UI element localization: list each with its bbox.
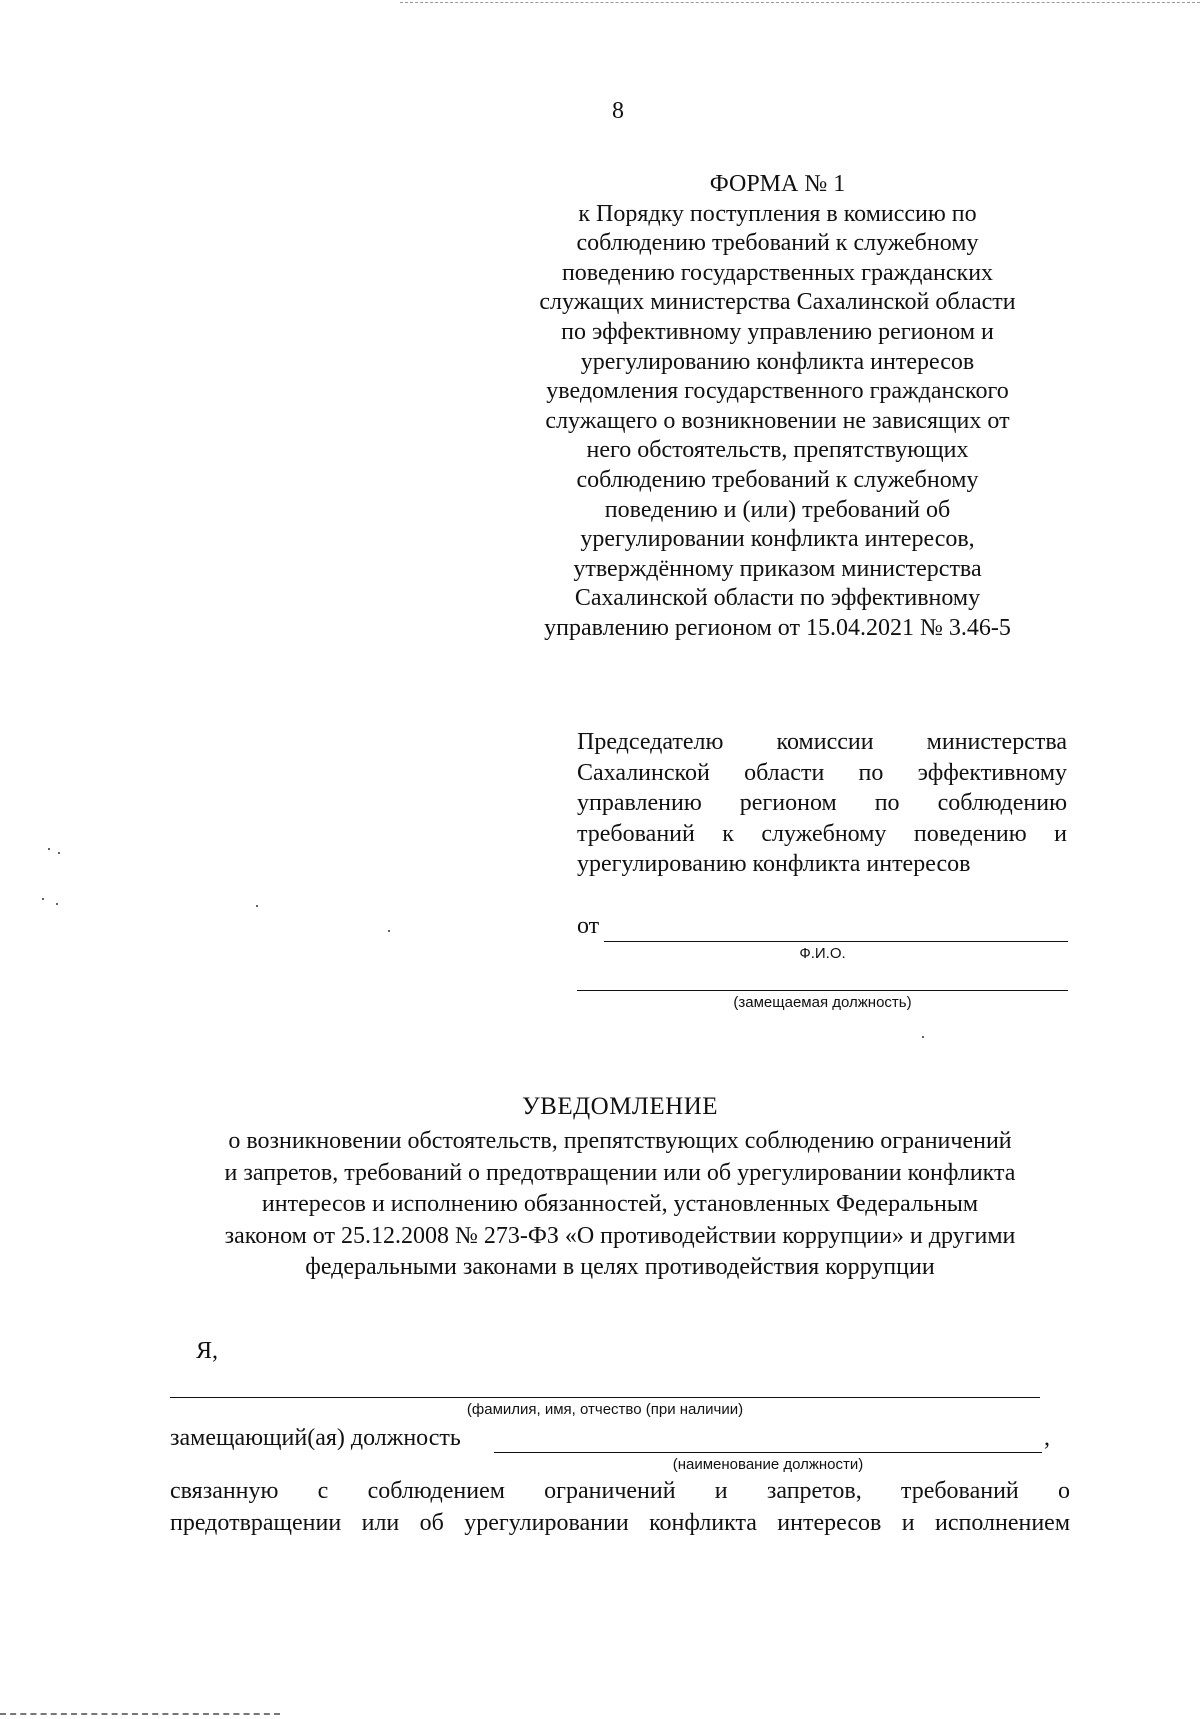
- addressee-line: управлению регионом по соблюдению: [577, 790, 1067, 816]
- scan-speck: [48, 848, 50, 850]
- addressee-block: [577, 727, 1067, 880]
- form-header-line: утверждённому приказом министерства: [573, 555, 982, 582]
- name-caption: (фамилия, имя, отчество (при наличии): [466, 1401, 744, 1418]
- position-label: замещающий(ая) должность: [170, 1425, 461, 1451]
- notice-subtitle-line: интересов и исполнению обязанностей, установленных Федеральным: [261, 1191, 979, 1217]
- fio-field-line[interactable]: [604, 941, 1068, 942]
- form-header-line: по эффективному управлению регионом и: [561, 318, 994, 345]
- body-paragraph: [170, 1475, 1070, 1539]
- form-header-line: урегулированию конфликта интересов: [580, 348, 975, 375]
- form-header-line: Сахалинской области по эффективному: [574, 585, 981, 612]
- addressee-line: урегулированию конфликта интересов: [577, 851, 971, 877]
- body-line: предотвращении или об урегулировании конфликта интересов и исполнением: [170, 1510, 1070, 1536]
- form-header-line: урегулировании конфликта интересов,: [580, 526, 975, 553]
- comma: ,: [1044, 1425, 1050, 1451]
- notice-subtitle-line: о возникновении обстоятельств, препятствующих соблюдению ограничений: [228, 1128, 1012, 1154]
- form-header-line: него обстоятельств, препятствующих: [586, 437, 969, 464]
- ya-label: Я,: [196, 1338, 219, 1364]
- form-header-line: служащего о возникновении не зависящих от: [545, 407, 1010, 434]
- addressee-line: требований к служебному поведению и: [577, 820, 1067, 847]
- page-number: 8: [612, 98, 624, 124]
- scan-speck: [256, 905, 258, 907]
- position-caption: (замещаемая должность): [733, 994, 912, 1011]
- position-name-caption: (наименование должности): [672, 1456, 864, 1473]
- scan-speck: [42, 898, 44, 900]
- scan-edge-top: [400, 2, 1200, 3]
- form-title: ФОРМА № 1: [709, 171, 846, 197]
- position-field-line[interactable]: [577, 990, 1068, 991]
- form-header-line: поведению государственных гражданских: [561, 259, 994, 286]
- form-header-line: соблюдению требований к служебному: [576, 230, 979, 257]
- form-header-line: к Порядку поступления в комиссию по: [578, 200, 977, 227]
- notice-subtitle-line: законом от 25.12.2008 № 273-ФЗ «О противодействии коррупции» и другими: [224, 1222, 1016, 1249]
- fio-caption: Ф.И.О.: [799, 945, 846, 962]
- scan-speck: [922, 1036, 924, 1038]
- addressee-line: Председателю комиссии министерства: [577, 729, 1067, 755]
- scan-speck: [56, 903, 58, 905]
- scan-speck: [58, 852, 60, 854]
- from-label: от: [577, 913, 600, 939]
- position-name-field-line[interactable]: [494, 1452, 1042, 1453]
- form-header-line: соблюдению требований к служебному: [576, 466, 979, 493]
- notice-title: УВЕДОМЛЕНИЕ: [521, 1093, 719, 1120]
- notice-subtitle-line: и запретов, требований о предотвращении или об урегулировании конфликта: [224, 1159, 1016, 1186]
- name-field-line[interactable]: [170, 1397, 1040, 1398]
- scan-edge-bottom: [0, 1713, 280, 1715]
- form-header-line: служащих министерства Сахалинской области: [539, 289, 1016, 316]
- form-header-line: управлению регионом от 15.04.2021 № 3.46-5: [544, 614, 1011, 641]
- form-header-line: поведению и (или) требований об: [604, 496, 951, 523]
- scan-speck: [388, 930, 390, 932]
- notice-subtitle-line: федеральными законами в целях противодействия коррупции: [305, 1254, 935, 1280]
- form-header-line: уведомления государственного гражданского: [546, 378, 1009, 405]
- notice-subtitle: [160, 1126, 1080, 1284]
- addressee-line: Сахалинской области по эффективному: [577, 759, 1067, 786]
- body-line: связанную с соблюдением ограничений и запретов, требований о: [170, 1478, 1070, 1504]
- form-header: [505, 170, 1050, 644]
